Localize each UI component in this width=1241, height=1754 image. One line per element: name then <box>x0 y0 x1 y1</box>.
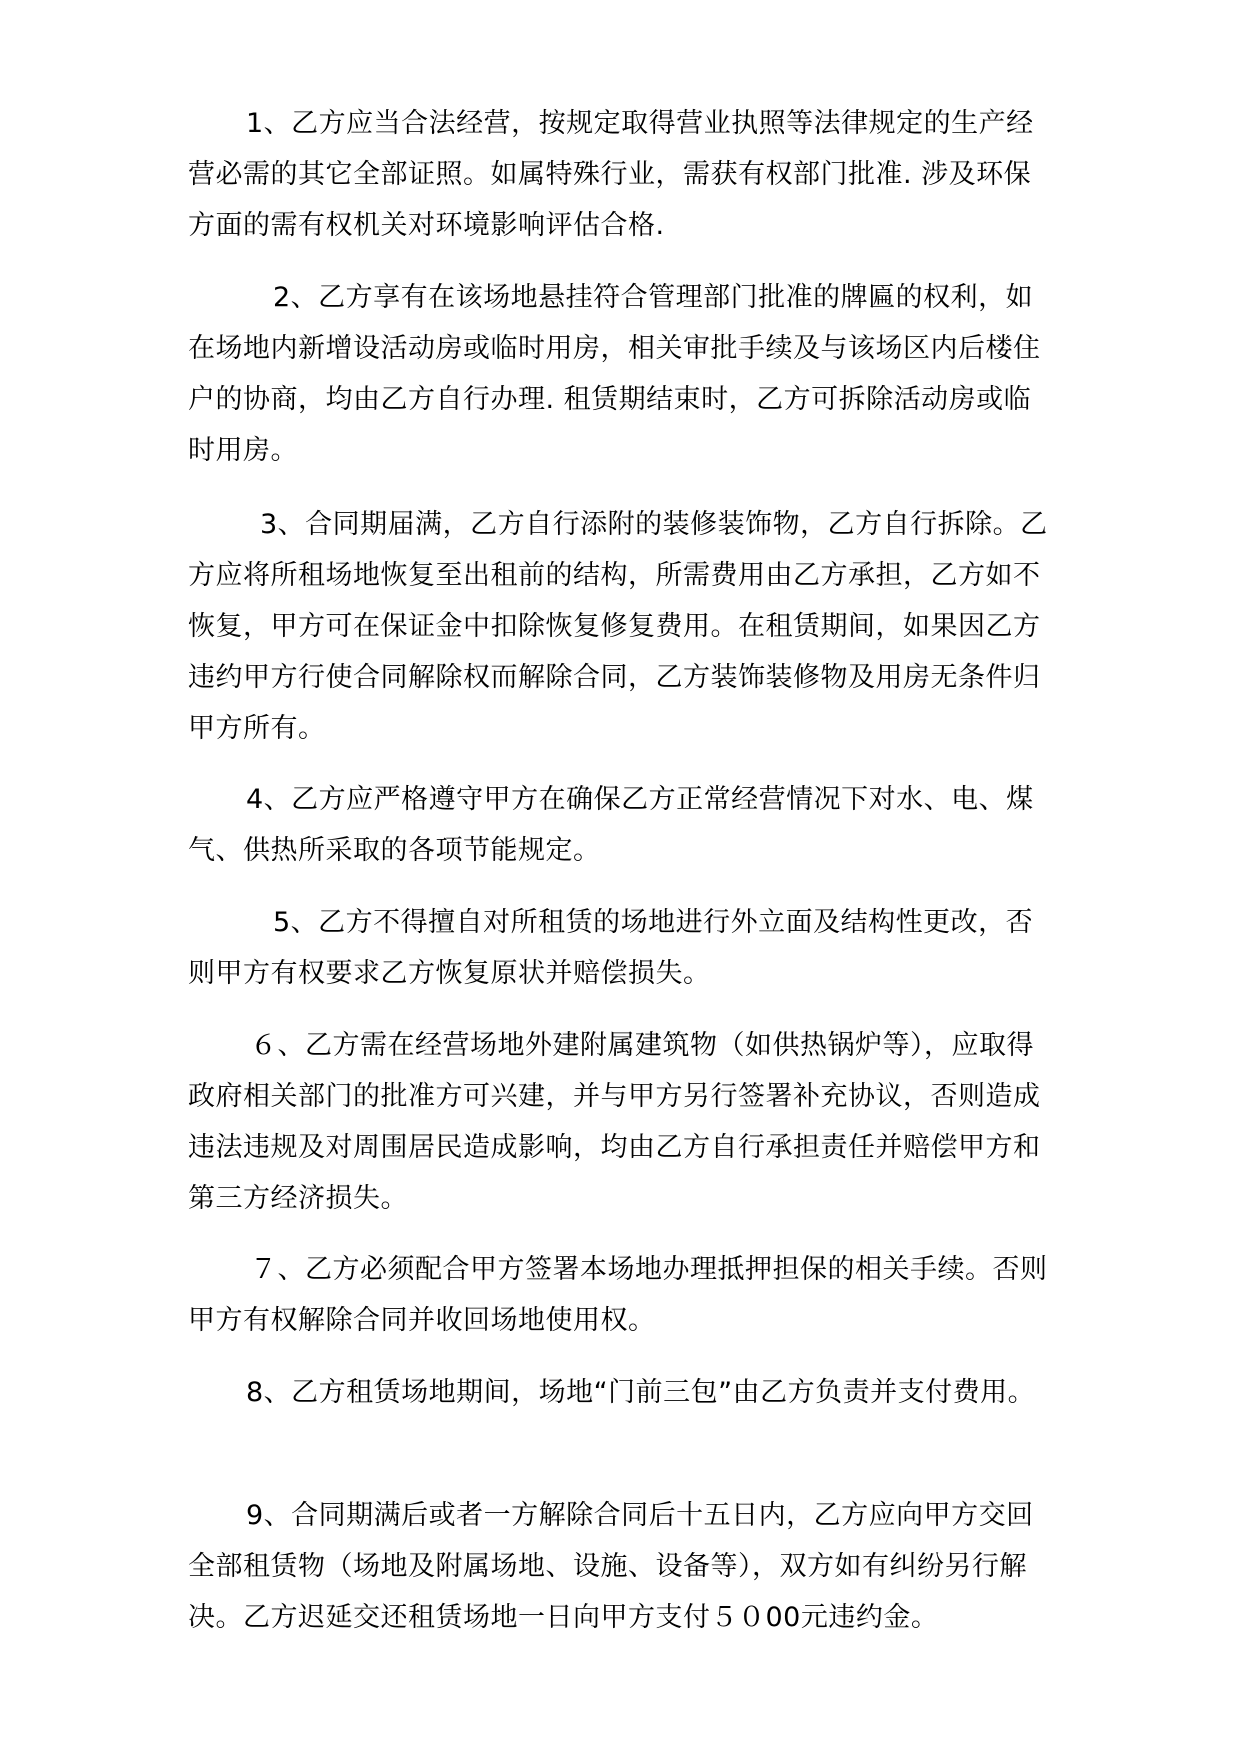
clause-7: ７、乙方必须配合甲方签署本场地办理抵押担保的相关手续。否则甲方有权解除合同并收回场地使用权。 <box>188 1254 1048 1336</box>
clause-3: 3、合同期届满，乙方自行添附的装修装饰物，乙方自行拆除。乙方应将所租场地恢复至出租前的结构，所需费用由乙方承担，乙方如不恢复，甲方可在保证金中扣除恢复修复费用。在租赁期间，如果因乙方违约甲方行使合同解除权而解除合同，乙方装饰装修物及用房无条件归甲方所有。 <box>188 509 1048 744</box>
clause-9: 9、合同期满后或者一方解除合同后十五日内，乙方应向甲方交回全部租赁物（场地及附属场地、设施、设备等），双方如有纠纷另行解决。乙方迟延交还租赁场地一日向甲方支付５０00元违约金。 <box>188 1500 1034 1633</box>
clause-4: 4、乙方应严格遵守甲方在确保乙方正常经营情况下对水、电、煤气、供热所采取的各项节能规定。 <box>188 784 1034 866</box>
clause-6: ６、乙方需在经营场地外建附属建筑物（如供热锅炉等），应取得政府相关部门的批准方可兴建，并与甲方另行签署补充协议，否则造成违法违规及对周围居民造成影响，均由乙方自行承担责任并赔偿甲方和第三方经济损失。 <box>188 1030 1041 1214</box>
clause-5: 5、乙方不得擅自对所租赁的场地进行外立面及结构性更改，否则甲方有权要求乙方恢复原状并赔偿损失。 <box>188 907 1034 989</box>
clause-1: 1、乙方应当合法经营，按规定取得营业执照等法律规定的生产经营必需的其它全部证照。如属特殊行业，需获有权部门批准. 涉及环保方面的需有权机关对环境影响评估合格. <box>188 108 1034 241</box>
clause-2: 2、乙方享有在该场地悬挂符合管理部门批准的牌匾的权利，如在场地内新增设活动房或临时用房，相关审批手续及与该场区内后楼住户的协商，均由乙方自行办理. 租赁期结束时，乙方可拆除活动房或临时用房。 <box>188 282 1041 466</box>
clause-8: 8、乙方租赁场地期间，场地“门前三包”由乙方负责并支付费用。 <box>246 1377 1036 1408</box>
